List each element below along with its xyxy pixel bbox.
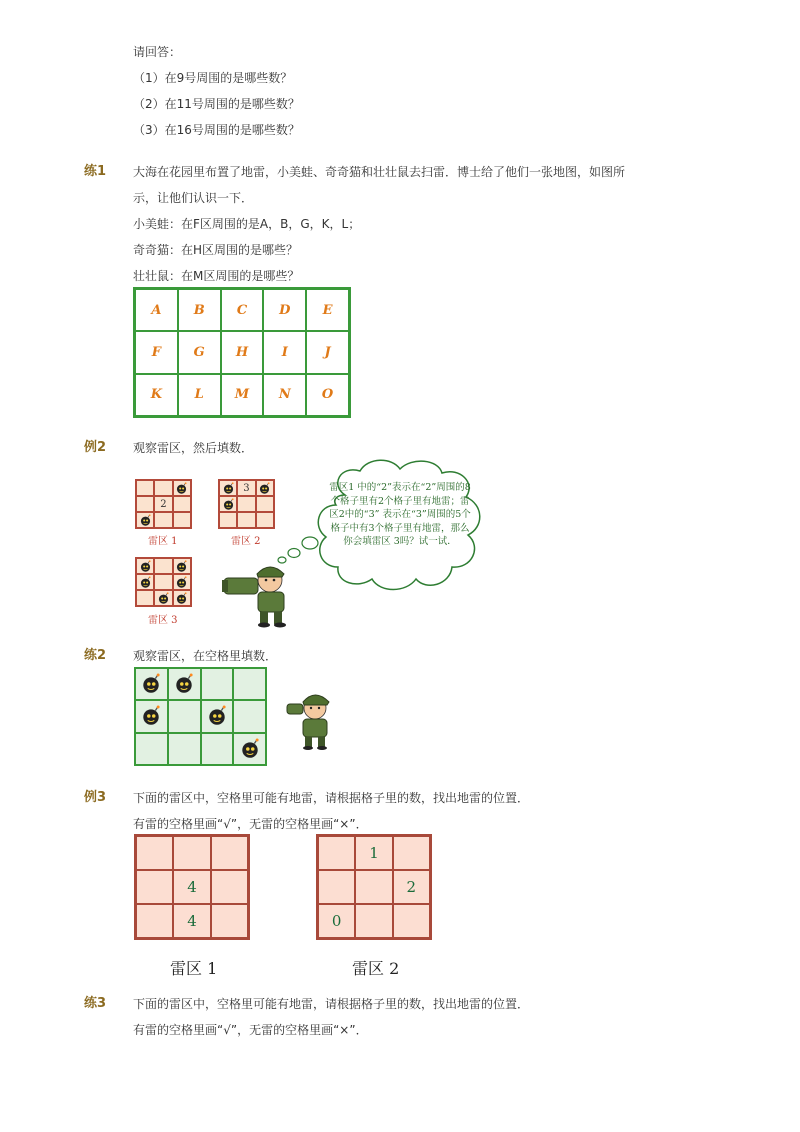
exercise-3-text-line2: 有雷的空格里画“√”，无雷的空格里画“×”． (133, 1023, 368, 1037)
grid-cell: A (135, 289, 178, 331)
grid-cell (393, 836, 430, 870)
grid-cell: I (263, 331, 306, 373)
mine-cell (136, 512, 154, 528)
mine-cell (173, 480, 191, 496)
bomb-icon (222, 482, 235, 495)
mine-cell (173, 558, 191, 574)
question-1: （1）在9号周围的是哪些数？ (133, 71, 293, 85)
grid-cell (318, 870, 355, 904)
grid-cell: 0 (318, 904, 355, 938)
thought-bubble-text: 雷区1 中的“2”表示在“2”周围的8个格子里有2个格子里有地雷；雷区2中的“3” 表示在“3”周围的5个格子中有3个格子里有地雷，那么你会填雷区 3吗？试一试． (329, 482, 471, 547)
mine-zone-2-caption: 雷区 2 (231, 536, 261, 547)
exercise-2-label: 练2 (84, 648, 107, 663)
grid-cell: 2 (154, 496, 172, 512)
grid-cell (136, 480, 154, 496)
grid-cell (135, 733, 168, 765)
mine-zone-1-large (134, 834, 250, 940)
mine-cell (136, 558, 154, 574)
bomb-icon (140, 673, 162, 695)
grid-cell: D (263, 289, 306, 331)
grid-cell: 3 (237, 480, 255, 496)
green-mine-grid (134, 667, 267, 766)
grid-cell: F (135, 331, 178, 373)
grid-cell (211, 870, 248, 904)
example-2-text: 观察雷区，然后填数． (133, 441, 254, 455)
grid-cell: 2 (393, 870, 430, 904)
mine-zone-3-caption: 雷区 3 (148, 615, 178, 626)
example-3-text-line2: 有雷的空格里画“√”，无雷的空格里画“×”． (133, 817, 368, 831)
grid-cell (233, 700, 266, 732)
grid-cell (237, 512, 255, 528)
exercise-3-text-line1: 下面的雷区中，空格里可能有地雷，请根据格子里的数，找出地雷的位置． (133, 997, 530, 1011)
bomb-icon (239, 738, 261, 760)
grid-cell (173, 512, 191, 528)
grid-cell: O (306, 374, 349, 416)
garden-letter-grid (133, 287, 351, 418)
grid-cell (136, 870, 173, 904)
mine-cell (201, 700, 234, 732)
bomb-icon (173, 673, 195, 695)
grid-cell (201, 733, 234, 765)
grid-cell: 1 (355, 836, 392, 870)
mine-zone-1-large-caption: 雷区 1 (170, 959, 218, 978)
mine-cell (219, 480, 237, 496)
grid-cell (355, 870, 392, 904)
grid-cell: 4 (173, 904, 210, 938)
grid-cell (173, 836, 210, 870)
grid-cell (154, 558, 172, 574)
bomb-icon (175, 482, 188, 495)
grid-cell: H (221, 331, 264, 373)
grid-cell: E (306, 289, 349, 331)
grid-cell (393, 904, 430, 938)
mine-zone-1-caption: 雷区 1 (148, 536, 178, 547)
bomb-icon (139, 560, 152, 573)
grid-cell (154, 512, 172, 528)
exercise-1-label: 练1 (84, 164, 107, 179)
bomb-icon (222, 498, 235, 511)
grid-cell: N (263, 374, 306, 416)
grid-cell: J (306, 331, 349, 373)
mine-zone-2 (218, 479, 275, 529)
exercise-1-text-line5: 壮壮鼠：在M区周围的是哪些？ (133, 269, 300, 283)
grid-cell (211, 904, 248, 938)
bomb-icon (175, 576, 188, 589)
grid-cell: K (135, 374, 178, 416)
mine-cell (219, 496, 237, 512)
mine-zone-2-large-caption: 雷区 2 (352, 959, 400, 978)
grid-cell (168, 733, 201, 765)
grid-cell (233, 668, 266, 700)
grid-cell (154, 480, 172, 496)
exercise-1-text-line1: 大海在花园里布置了地雷，小美蛙、奇奇猫和壮壮鼠去扫雷．博士给了他们一张地图，如图所 (133, 165, 626, 179)
bomb-icon (206, 705, 228, 727)
exercise-1-text-line3: 小美蛙：在F区周围的是A，B，G，K，L； (133, 217, 361, 231)
example-2-label: 例2 (84, 440, 107, 455)
example-3-label: 例3 (84, 790, 107, 805)
bomb-icon (139, 514, 152, 527)
mine-cell (233, 733, 266, 765)
grid-cell (237, 496, 255, 512)
mine-cell (168, 668, 201, 700)
question-3: （3）在16号周围的是哪些数？ (133, 123, 300, 137)
exercise-1-text-line2: 示，让他们认识一下． (133, 191, 254, 205)
mine-cell (173, 590, 191, 606)
answer-prompt: 请回答： (133, 45, 182, 59)
mine-cell (173, 574, 191, 590)
exercise-3-label: 练3 (84, 996, 107, 1011)
mine-zone-2-large (316, 834, 432, 940)
mine-cell (136, 574, 154, 590)
exercise-2-text: 观察雷区，在空格里填数． (133, 649, 278, 663)
mine-zone-3 (135, 557, 192, 607)
grid-cell (168, 700, 201, 732)
grid-cell (318, 836, 355, 870)
grid-cell (219, 512, 237, 528)
mine-cell (154, 590, 172, 606)
bomb-icon (175, 592, 188, 605)
grid-cell: G (178, 331, 221, 373)
grid-cell (355, 904, 392, 938)
mine-cell (135, 700, 168, 732)
soldier-mascot-icon (222, 560, 302, 628)
mine-zone-1 (135, 479, 192, 529)
bomb-icon (140, 705, 162, 727)
grid-cell (136, 836, 173, 870)
grid-cell (136, 590, 154, 606)
grid-cell: C (221, 289, 264, 331)
grid-cell: 4 (173, 870, 210, 904)
exercise-1-text-line4: 奇奇猫：在H区周围的是哪些？ (133, 243, 299, 257)
grid-cell (136, 904, 173, 938)
bomb-icon (175, 560, 188, 573)
question-2: （2）在11号周围的是哪些数？ (133, 97, 300, 111)
grid-cell (154, 574, 172, 590)
bomb-icon (157, 592, 170, 605)
grid-cell (201, 668, 234, 700)
soldier-mascot-icon (283, 690, 345, 752)
grid-cell: B (178, 289, 221, 331)
grid-cell (211, 836, 248, 870)
grid-cell (136, 496, 154, 512)
grid-cell (173, 496, 191, 512)
grid-cell: L (178, 374, 221, 416)
mine-cell (135, 668, 168, 700)
grid-cell: M (221, 374, 264, 416)
example-3-text-line1: 下面的雷区中，空格里可能有地雷，请根据格子里的数，找出地雷的位置． (133, 791, 530, 805)
bomb-icon (139, 576, 152, 589)
